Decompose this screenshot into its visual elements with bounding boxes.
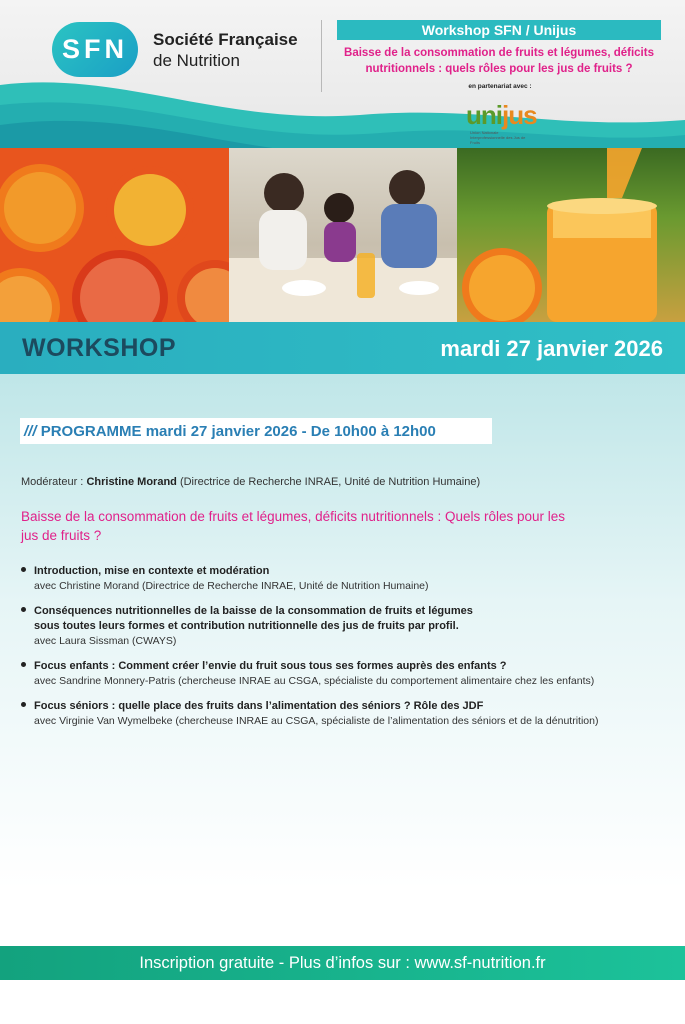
program-slashes: /// [24, 423, 37, 440]
moderator-name: Christine Morand [86, 476, 177, 488]
program-heading-box [20, 418, 492, 444]
title-bar [0, 322, 685, 374]
footer-registration-link[interactable]: Inscription gratuite - Plus d’infos sur : www.sf-nutrition.fr [139, 954, 546, 972]
unijus-tagline: Union Nationale Interprofessionnelle des Jus de Fruits [470, 130, 526, 145]
program-item [21, 659, 661, 689]
program-items [21, 564, 661, 739]
logo-name-line1: Société Française [153, 30, 298, 49]
logo-name-line2: de Nutrition [153, 51, 240, 70]
footer-banner [0, 946, 685, 980]
moderator-line [21, 476, 480, 488]
program-item-speaker: avec Christine Morand (Directrice de Recherche INRAE, Unité de Nutrition Humaine) [34, 580, 429, 592]
program-item-title: Introduction, mise en contexte et modération [34, 565, 270, 577]
workshop-banner: Workshop SFN / Unijus [337, 20, 661, 40]
program-item [21, 564, 661, 594]
sfn-logo: SFN [52, 22, 138, 77]
bullet-icon [21, 567, 26, 572]
unijus-logo [466, 100, 537, 131]
program-item [21, 699, 661, 729]
program-item-speaker: avec Virginie Van Wymelbeke (chercheuse INRAE au CSGA, spécialiste de l’alimentation des séniors et de la dénutrition) [34, 715, 599, 727]
program-item-title: Conséquences nutritionnelles de la baisse de la consommation de fruits et légumes sous toutes leurs formes et contribution nutritionnelle des jus de fruits par profil. [34, 605, 473, 632]
event-date: mardi 27 janvier 2026 [440, 336, 663, 361]
program-item-title: Focus enfants : Comment créer l’envie du fruit sous tous ses formes auprès des enfants ? [34, 660, 507, 672]
bullet-icon [21, 607, 26, 612]
program-heading [24, 423, 436, 440]
workshop-subtitle: Baisse de la consommation de fruits et légumes, déficits nutritionnels : quels rôles pour les jus de fruits ? [344, 47, 654, 75]
bullet-icon [21, 702, 26, 707]
program-item-speaker: avec Laura Sissman (CWAYS) [34, 635, 177, 647]
program-heading-text: PROGRAMME mardi 27 janvier 2026 - De 10h00 à 12h00 [40, 423, 436, 440]
moderator-label: Modérateur : [21, 476, 84, 488]
program-item [21, 604, 661, 649]
unijus-logo-part2: jus [502, 100, 537, 130]
workshop-title: WORKSHOP [22, 334, 176, 362]
program-section [0, 374, 685, 946]
unijus-logo-part1: uni [466, 100, 502, 130]
family-breakfast-photo [229, 148, 457, 322]
moderator-role: (Directrice de Recherche INRAE, Unité de Nutrition Humaine) [179, 476, 481, 488]
partner-label: en partenariat avec : [468, 83, 532, 90]
program-theme: Baisse de la consommation de fruits et légumes, déficits nutritionnels : Quels rôles pour les jus de fruits ? [21, 509, 566, 543]
citrus-photo [0, 148, 229, 322]
program-item-speaker: avec Sandrine Monnery-Patris (chercheuse INRAE au CSGA, spécialiste du comportement alimentaire chez les enfants) [34, 675, 595, 687]
bullet-icon [21, 662, 26, 667]
orange-juice-photo [457, 148, 685, 322]
program-item-title: Focus séniors : quelle place des fruits dans l’alimentation des séniors ? Rôle des JDF [34, 700, 484, 712]
